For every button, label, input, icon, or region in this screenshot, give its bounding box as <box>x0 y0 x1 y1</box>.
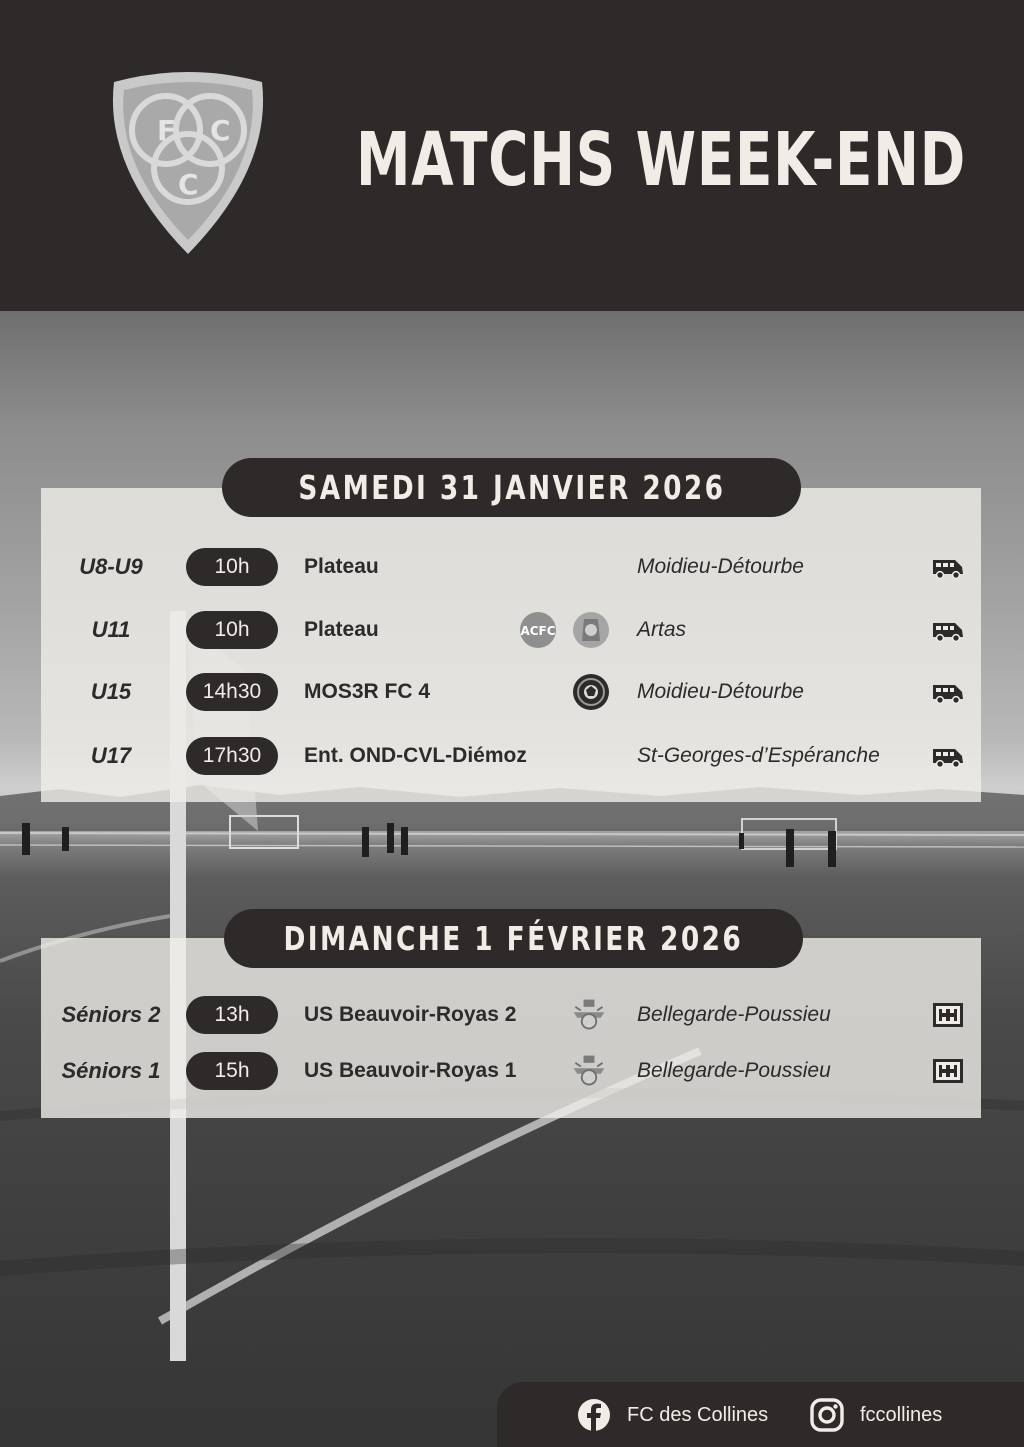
category: Séniors 2 <box>61 1002 161 1027</box>
time-badge: 10h <box>186 548 278 586</box>
svg-text:ACFC: ACFC <box>520 624 556 638</box>
van-icon <box>931 553 965 581</box>
location: Bellegarde-Poussieu <box>637 1059 831 1082</box>
location: St-Georges-d’Espéranche <box>637 744 880 767</box>
beauvoir-royas-logo-icon <box>570 996 608 1034</box>
club-logo-icon <box>572 673 610 711</box>
header <box>0 0 1024 311</box>
stadium-icon <box>931 1057 965 1085</box>
logo-letter-f: F <box>157 114 177 147</box>
match-row <box>41 608 981 652</box>
time-badge: 14h30 <box>186 673 278 711</box>
match-row <box>41 545 981 589</box>
category: U15 <box>90 679 132 704</box>
club-logo <box>104 68 272 258</box>
beauvoir-royas-logo-icon <box>570 1052 608 1090</box>
footer-social <box>497 1382 1024 1447</box>
opponent: Ent. OND-CVL-Diémoz <box>304 744 527 767</box>
match-row <box>41 734 981 778</box>
logo-letter-c2: C <box>178 168 199 201</box>
stadium-icon <box>931 1001 965 1029</box>
logo-letter-c1: C <box>210 114 231 147</box>
match-row <box>41 993 981 1037</box>
category: U8-U9 <box>79 554 143 579</box>
page-title: MATCHS WEEK-END <box>356 117 966 203</box>
day-label-sunday <box>224 909 803 968</box>
time-badge: 13h <box>186 996 278 1034</box>
opponent: US Beauvoir-Royas 2 <box>304 1003 517 1026</box>
category: U11 <box>91 617 131 642</box>
acfc-club-logo <box>519 611 557 649</box>
opponent: MOS3R FC 4 <box>304 680 431 703</box>
opponent: Plateau <box>304 618 379 641</box>
day-label-saturday-text: SAMEDI 31 JANVIER 2026 <box>297 468 726 507</box>
location: Bellegarde-Poussieu <box>637 1003 831 1026</box>
location: Moidieu-Détourbe <box>637 555 804 578</box>
van-icon <box>931 616 965 644</box>
category: Séniors 1 <box>61 1058 161 1083</box>
match-row <box>41 1049 981 1093</box>
day-label-sunday-text: DIMANCHE 1 FÉVRIER 2026 <box>283 919 744 958</box>
facebook-label: FC des Collines <box>627 1403 769 1426</box>
van-icon <box>931 742 965 770</box>
facebook-link[interactable] <box>577 1398 768 1432</box>
facebook-icon <box>577 1398 611 1432</box>
location: Artas <box>637 618 687 641</box>
instagram-icon <box>810 1398 844 1432</box>
instagram-label: fccollines <box>860 1403 943 1426</box>
club-logo-icon <box>572 611 610 649</box>
van-icon <box>931 678 965 706</box>
match-row <box>41 670 981 714</box>
opponent: US Beauvoir-Royas 1 <box>304 1059 517 1082</box>
time-badge: 10h <box>186 611 278 649</box>
day-label-saturday <box>222 458 801 517</box>
category: U17 <box>90 743 132 768</box>
instagram-link[interactable] <box>810 1398 942 1432</box>
time-badge: 17h30 <box>186 737 278 775</box>
time-badge: 15h <box>186 1052 278 1090</box>
opponent: Plateau <box>304 555 379 578</box>
location: Moidieu-Détourbe <box>637 680 804 703</box>
